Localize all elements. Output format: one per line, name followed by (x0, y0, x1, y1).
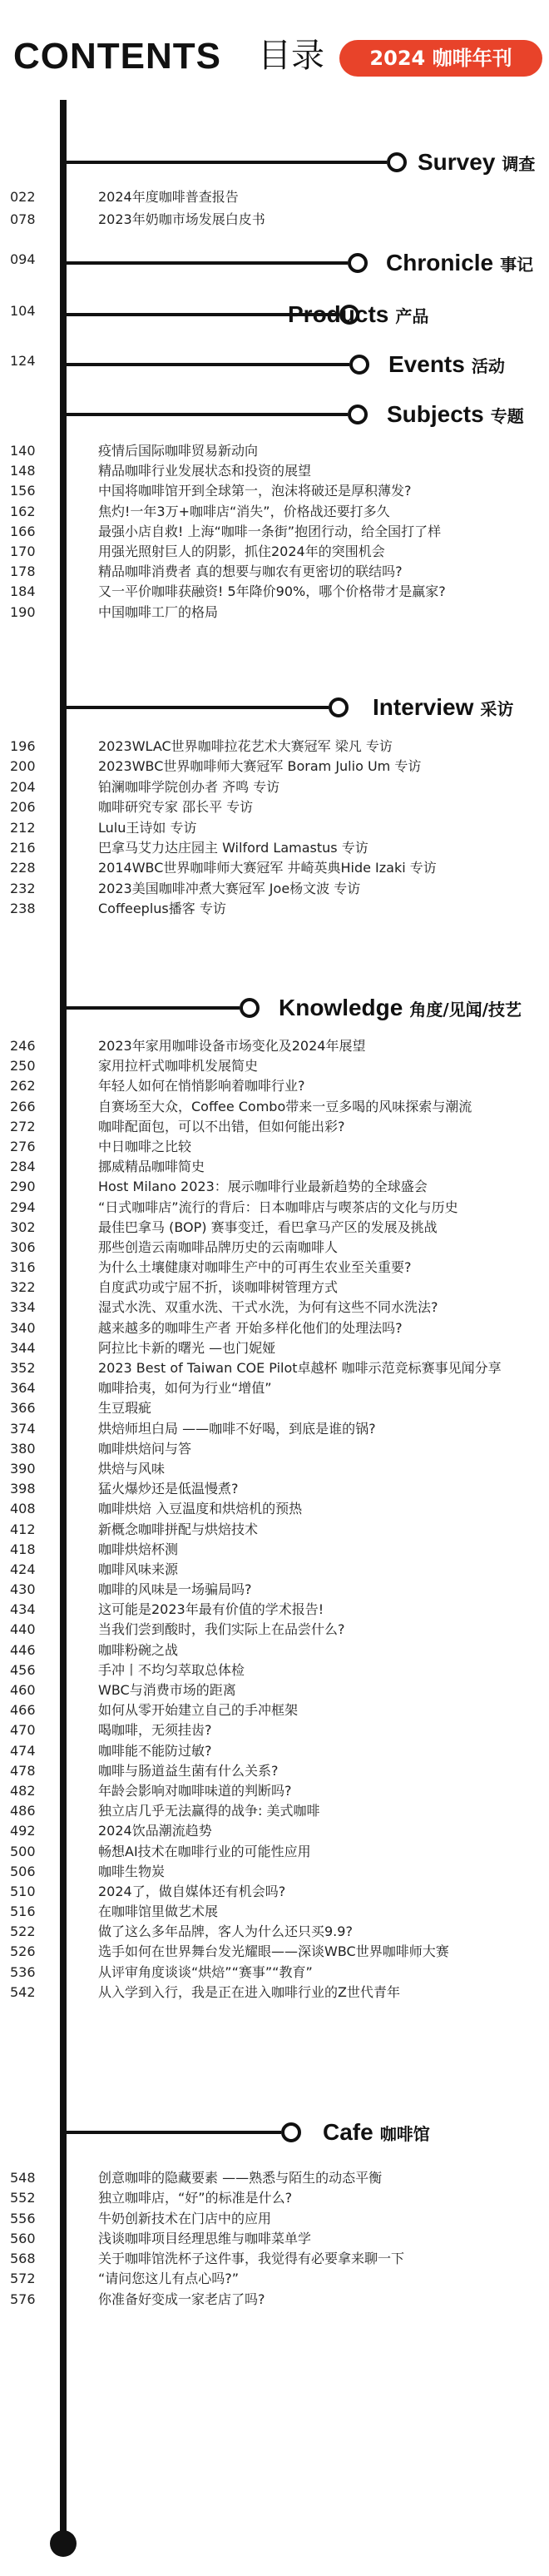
page-number: 374 (10, 1420, 36, 1437)
section-title-en: Events (388, 351, 465, 377)
toc-entry[interactable] (0, 1640, 549, 1660)
entry-title: 2023年家用咖啡设备市场变化及2024年展望 (98, 1038, 366, 1054)
section-header-survey (0, 146, 549, 179)
section-label (387, 400, 524, 433)
toc-entry[interactable] (0, 562, 549, 582)
toc-entry[interactable] (0, 1741, 549, 1761)
page-number: 216 (10, 839, 36, 856)
toc-entry[interactable] (0, 2209, 549, 2229)
page-number: 306 (10, 1238, 36, 1255)
page-number: 262 (10, 1078, 36, 1094)
page-number: 294 (10, 1199, 36, 1215)
entry-title: 烘焙与风味 (98, 1460, 166, 1477)
page-number: 124 (10, 353, 36, 369)
page-number: 200 (10, 758, 36, 775)
entry-title: 如何从零开始建立自己的手冲框架 (98, 1702, 299, 1719)
section-rule (63, 161, 387, 164)
toc-entry[interactable] (0, 1520, 549, 1540)
page-number: 340 (10, 1319, 36, 1336)
toc-entry[interactable] (0, 1439, 549, 1459)
entry-title: 选手如何在世界舞台发光耀眼——深谈WBC世界咖啡师大赛 (98, 1943, 449, 1960)
section-entries-events (0, 351, 549, 371)
page-number: 492 (10, 1823, 36, 1839)
page-number: 276 (10, 1138, 36, 1154)
toc-entry[interactable] (0, 2168, 549, 2188)
toc-entry[interactable] (0, 1419, 549, 1439)
page-number: 316 (10, 1259, 36, 1276)
section-title-cn: 活动 (471, 356, 505, 376)
section-title-cn: 专题 (490, 406, 524, 426)
toc-entry[interactable] (0, 582, 549, 602)
toc-entry[interactable] (0, 481, 549, 501)
page-number: 238 (10, 901, 36, 917)
page-number: 526 (10, 1943, 36, 1960)
entry-title: 2023WLAC世界咖啡拉花艺术大赛冠军 梁凡 专访 (98, 738, 393, 754)
section-title-cn: 角度/见闻/技艺 (409, 1000, 522, 1020)
toc-entry[interactable] (0, 2249, 549, 2269)
entry-title: 从入学到入行，我是正在进入咖啡行业的Z世代青年 (98, 1983, 400, 2000)
section-label (323, 2117, 430, 2151)
toc-entry[interactable] (0, 351, 549, 371)
page-number: 148 (10, 463, 36, 479)
toc-entry[interactable] (0, 1983, 549, 2003)
page-number: 266 (10, 1098, 36, 1114)
section-title-cn: 调查 (502, 154, 536, 174)
toc-entry[interactable] (0, 1177, 549, 1197)
entry-title: 这可能是2023年最有价值的学术报告! (98, 1601, 324, 1618)
entry-title: 2014WBC世界咖啡师大赛冠军 井崎英典Hide Izaki 专访 (98, 860, 437, 876)
page-number: 560 (10, 2230, 36, 2246)
entry-title: 咖啡风味来源 (98, 1561, 179, 1577)
page-number: 440 (10, 1621, 36, 1638)
toc-entry[interactable] (0, 1358, 549, 1378)
toc-entry[interactable] (0, 502, 549, 522)
entry-title: 关于咖啡馆洗杯子这件事，我觉得有必要拿来聊一下 (98, 2251, 405, 2267)
page-number: 418 (10, 1541, 36, 1557)
entry-title: 猛火爆炒还是低温慢煮? (98, 1481, 239, 1497)
page-number: 184 (10, 583, 36, 600)
section-entries-chronicle (0, 250, 549, 270)
entry-title: 阿拉比卡新的曙光 —也门妮娅 (98, 1339, 276, 1356)
toc-entry[interactable] (0, 1218, 549, 1238)
toc-entry[interactable] (0, 737, 549, 757)
toc-entry[interactable] (0, 1882, 549, 1902)
toc-entry[interactable] (0, 1781, 549, 1801)
page-number: 352 (10, 1360, 36, 1376)
page-number: 474 (10, 1742, 36, 1759)
page-number: 170 (10, 543, 36, 559)
toc-entry[interactable] (0, 1862, 549, 1882)
entry-title: 喝咖啡，无须挂齿? (98, 1722, 212, 1739)
section-entries-subjects (0, 441, 549, 623)
page-number: 290 (10, 1179, 36, 1195)
section-label (418, 147, 535, 181)
page-number: 366 (10, 1400, 36, 1417)
section-label (279, 993, 522, 1026)
toc-entry[interactable] (0, 603, 549, 623)
page-number: 190 (10, 603, 36, 620)
toc-entry[interactable] (0, 1540, 549, 1560)
toc-entry[interactable] (0, 1700, 549, 1720)
page-number: 156 (10, 483, 36, 499)
entry-title: 烘焙师坦白局 ——咖啡不好喝，到底是谁的锅? (98, 1420, 376, 1437)
page-number: 334 (10, 1299, 36, 1316)
timeline-end-dot (50, 2530, 77, 2557)
page-number: 510 (10, 1883, 36, 1899)
section-marker-icon (387, 152, 407, 172)
section-rule (63, 2131, 281, 2134)
toc-entry[interactable] (0, 441, 549, 461)
entry-title: 巴拿马艾力达庄园主 Wilford Lamastus 专访 (98, 839, 368, 856)
entry-title: Lulu王诗如 专访 (98, 819, 197, 836)
page-number: 552 (10, 2190, 36, 2206)
toc-entry[interactable] (0, 797, 549, 817)
page-number: 478 (10, 1762, 36, 1779)
page-number: 430 (10, 1581, 36, 1598)
toc-entry[interactable] (0, 1560, 549, 1580)
toc-entry[interactable] (0, 1620, 549, 1640)
toc-entry[interactable] (0, 1821, 549, 1841)
page-number: 284 (10, 1159, 36, 1175)
entry-title: 咖啡的风味是一场骗局吗? (98, 1581, 252, 1598)
entry-title: 咖啡烘焙 入豆温度和烘焙机的预热 (98, 1501, 303, 1517)
toc-entry[interactable] (0, 210, 549, 232)
page-number: 522 (10, 1923, 36, 1940)
toc-entry[interactable] (0, 1459, 549, 1479)
toc-entry[interactable] (0, 2269, 549, 2289)
toc-entry[interactable] (0, 1338, 549, 1358)
entry-title: 挪威精品咖啡简史 (98, 1159, 205, 1175)
page-number: 556 (10, 2210, 36, 2226)
section-title-en: Interview (373, 694, 474, 720)
page-number: 162 (10, 503, 36, 519)
toc-entry[interactable] (0, 1680, 549, 1700)
toc-entry[interactable] (0, 461, 549, 481)
entry-title: 咖啡研究专家 邵长平 专访 (98, 799, 254, 816)
page-number: 250 (10, 1058, 36, 1075)
page-number: 572 (10, 2271, 36, 2287)
entry-title: 做了这么多年品牌，客人为什么还只买9.9? (98, 1923, 353, 1940)
entry-title: Host Milano 2023：展示咖啡行业最新趋势的全球盛会 (98, 1179, 428, 1195)
toc-entry[interactable] (0, 1238, 549, 1258)
page-number: 196 (10, 738, 36, 754)
section-header-subjects (0, 398, 549, 431)
toc-entry[interactable] (0, 1761, 549, 1781)
toc-entry[interactable] (0, 838, 549, 858)
toc-entry[interactable] (0, 1963, 549, 1983)
page-number: 390 (10, 1460, 36, 1477)
entry-title: 2023WBC世界咖啡师大赛冠军 Boram Julio Um 专访 (98, 758, 422, 775)
entry-title: 独立咖啡店，“好”的标准是什么? (98, 2190, 293, 2206)
toc-entry[interactable] (0, 1056, 549, 1076)
section-label (373, 692, 513, 726)
page-number: 470 (10, 1722, 36, 1739)
entry-title: 独立店几乎无法赢得的战争: 美式咖啡 (98, 1803, 320, 1819)
entry-title: 手冲丨不均匀萃取总体检 (98, 1661, 245, 1678)
entry-title: 中国咖啡工厂的格局 (98, 603, 219, 620)
page-number: 408 (10, 1501, 36, 1517)
page-number: 536 (10, 1963, 36, 1980)
toc-entry[interactable] (0, 301, 549, 321)
section-header-knowledge (0, 991, 549, 1025)
entry-title: 2024饮品潮流趋势 (98, 1823, 212, 1839)
entry-title: 2023年奶咖市场发展白皮书 (98, 211, 265, 227)
toc-entry[interactable] (0, 1580, 549, 1600)
page-number: 446 (10, 1641, 36, 1658)
entry-title: 中国将咖啡馆开到全球第一，泡沫将破还是厚积薄发? (98, 483, 412, 499)
entry-title: 咖啡配面包，可以不出错，但如何能出彩? (98, 1118, 345, 1134)
entry-title: 咖啡与肠道益生菌有什么关系? (98, 1762, 279, 1779)
section-title-cn: 咖啡馆 (379, 2124, 430, 2144)
section-marker-icon (281, 2122, 301, 2142)
entry-title: 疫情后国际咖啡贸易新动向 (98, 443, 259, 459)
toc-entry[interactable] (0, 1157, 549, 1177)
section-title-en: Chronicle (386, 250, 494, 275)
page-number: 424 (10, 1561, 36, 1577)
page-number: 166 (10, 523, 36, 539)
page-number: 246 (10, 1038, 36, 1054)
page-number: 364 (10, 1380, 36, 1397)
entry-title: 咖啡生物炭 (98, 1863, 166, 1879)
header (0, 0, 549, 100)
entry-title: Coffeeplus播客 专访 (98, 901, 226, 917)
contents-title-cn: 目录 (258, 37, 324, 75)
entry-title: 自度武功或宁屈不折，谈咖啡树管理方式 (98, 1279, 339, 1296)
section-rule (63, 706, 329, 709)
toc-entry[interactable] (0, 777, 549, 797)
page-number: 500 (10, 1843, 36, 1859)
entry-title: 年龄会影响对咖啡味道的判断吗? (98, 1782, 292, 1799)
page-number: 078 (10, 211, 36, 227)
section-marker-icon (240, 998, 260, 1018)
entry-title: 最强小店自救! 上海“咖啡一条街”抱团行动，给全国打了样 (98, 523, 442, 539)
page-number: 486 (10, 1803, 36, 1819)
entry-title: 牛奶创新技术在门店中的应用 (98, 2210, 272, 2226)
entry-title: 在咖啡馆里做艺术展 (98, 1903, 219, 1920)
toc-entry[interactable] (0, 1479, 549, 1499)
entry-title: 2024了，做自媒体还有机会吗? (98, 1883, 286, 1899)
page-number: 302 (10, 1219, 36, 1235)
toc-entry[interactable] (0, 757, 549, 777)
page-number: 104 (10, 303, 36, 319)
section-entries-cafe (0, 2168, 549, 2310)
page-number: 576 (10, 2291, 36, 2307)
toc-entry[interactable] (0, 2188, 549, 2208)
page-number: 482 (10, 1782, 36, 1799)
section-title-cn: 产品 (395, 306, 429, 326)
issue-badge: 2024 咖啡年刊 (339, 40, 542, 77)
page-number: 228 (10, 860, 36, 876)
toc-entry[interactable] (0, 1902, 549, 1922)
toc-entry[interactable] (0, 522, 549, 542)
entry-title: 最佳巴拿马 (BOP) 赛事变迁，看巴拿马产区的发展及挑战 (98, 1219, 438, 1235)
toc-entry[interactable] (0, 250, 549, 270)
page-number: 380 (10, 1440, 36, 1457)
toc-entry[interactable] (0, 1801, 549, 1821)
toc-entry[interactable] (0, 1842, 549, 1862)
entry-title: 咖啡拾夷，如何为行业“增值” (98, 1380, 272, 1397)
section-header-interview (0, 691, 549, 724)
toc-entry[interactable] (0, 1137, 549, 1157)
toc-entry[interactable] (0, 1398, 549, 1418)
toc-entry[interactable] (0, 1318, 549, 1338)
page-number: 140 (10, 443, 36, 459)
page-number: 206 (10, 799, 36, 816)
entry-title: 畅想AI技术在咖啡行业的可能性应用 (98, 1843, 311, 1859)
section-marker-icon (348, 405, 368, 424)
entry-title: 生豆瑕疵 (98, 1400, 152, 1417)
page-number: 398 (10, 1481, 36, 1497)
contents-title: CONTENTS (13, 36, 221, 77)
section-title-en: Subjects (387, 401, 484, 427)
entry-title: 从评审角度谈谈“烘焙”“赛事”“教育” (98, 1963, 313, 1980)
entry-title: “日式咖啡店”流行的背后：日本咖啡店与喫茶店的文化与历史 (98, 1199, 458, 1215)
entry-title: 中日咖啡之比较 (98, 1138, 192, 1154)
section-rule (63, 413, 348, 416)
entry-title: 2023美国咖啡冲煮大赛冠军 Joe杨文波 专访 (98, 880, 361, 896)
page-number: 548 (10, 2170, 36, 2186)
entry-title: 2024年度咖啡普查报告 (98, 189, 239, 205)
section-title-en: Products (288, 301, 389, 327)
toc-entry[interactable] (0, 1278, 549, 1298)
page-number: 466 (10, 1702, 36, 1719)
entry-title: 浅谈咖啡项目经理思维与咖啡菜单学 (98, 2230, 312, 2246)
section-title-cn: 采访 (480, 699, 514, 719)
entry-title: 2023 Best of Taiwan COE Pilot卓越杯 咖啡示范竞标赛事见闻分享 (98, 1360, 502, 1376)
toc-entry[interactable] (0, 2290, 549, 2310)
toc-entry[interactable] (0, 1600, 549, 1620)
page-number: 232 (10, 880, 36, 896)
page-number: 212 (10, 819, 36, 836)
section-title-en: Survey (418, 149, 496, 175)
page-number: 506 (10, 1863, 36, 1879)
section-entries-survey (0, 187, 549, 232)
toc-entry[interactable] (0, 1660, 549, 1680)
page-number: 022 (10, 189, 36, 205)
toc-entry[interactable] (0, 818, 549, 838)
toc-entry[interactable] (0, 1258, 549, 1278)
section-rule (63, 1006, 240, 1010)
page-number: 344 (10, 1339, 36, 1356)
page-number: 178 (10, 563, 36, 580)
section-marker-icon (329, 697, 349, 717)
entry-title: 咖啡能不能防过敏? (98, 1742, 212, 1759)
toc-entry[interactable] (0, 1922, 549, 1942)
page-number: 204 (10, 778, 36, 795)
page-number: 542 (10, 1983, 36, 2000)
page-number: 460 (10, 1682, 36, 1698)
toc-entry[interactable] (0, 1378, 549, 1398)
entry-title: 湿式水洗、双重水洗、干式水洗，为何有这些不同水洗法? (98, 1299, 438, 1316)
entry-title: 焦灼!一年3万+咖啡店“消失”，价格战还要打多久 (98, 503, 390, 519)
page-number: 456 (10, 1661, 36, 1678)
page-number: 272 (10, 1118, 36, 1134)
toc-entry[interactable] (0, 1499, 549, 1519)
entry-title: 年轻人如何在悄悄影响着咖啡行业? (98, 1078, 305, 1094)
entry-title: 咖啡烘焙问与答 (98, 1440, 192, 1457)
toc-entry[interactable] (0, 1198, 549, 1218)
page-number: 516 (10, 1903, 36, 1920)
section-entries-products (0, 301, 549, 321)
entry-title: 精品咖啡消费者 真的想要与咖农有更密切的联结吗? (98, 563, 403, 580)
toc-entry[interactable] (0, 1298, 549, 1318)
page-number: 094 (10, 251, 36, 267)
page-number: 568 (10, 2251, 36, 2267)
entry-title: 咖啡粉碗之战 (98, 1641, 179, 1658)
toc-entry[interactable] (0, 1097, 549, 1117)
toc-entry[interactable] (0, 858, 549, 878)
entry-title: WBC与消费市场的距离 (98, 1682, 236, 1698)
toc-entry[interactable] (0, 187, 549, 210)
entry-title: 创意咖啡的隐藏要素 ——熟悉与陌生的动态平衡 (98, 2170, 383, 2186)
page-number: 434 (10, 1601, 36, 1618)
section-title-en: Knowledge (279, 995, 403, 1020)
entry-title: 你准备好变成一家老店了吗? (98, 2291, 265, 2307)
section-header-cafe (0, 2116, 549, 2149)
entry-title: 用强光照射巨人的阴影，抓住2024年的突围机会 (98, 543, 385, 559)
entry-title: “请问您这儿有点心吗?” (98, 2271, 240, 2287)
toc-entry[interactable] (0, 542, 549, 562)
toc-entry[interactable] (0, 879, 549, 899)
section-title-cn: 事记 (500, 255, 534, 275)
toc-entry[interactable] (0, 1076, 549, 1096)
entry-title: 精品咖啡行业发展状态和投资的展望 (98, 463, 312, 479)
page-number: 412 (10, 1521, 36, 1537)
entry-title: 那些创造云南咖啡品牌历史的云南咖啡人 (98, 1238, 339, 1255)
entry-title: 又一平价咖啡获融资! 5年降价90%，哪个价格带才是赢家? (98, 583, 446, 600)
section-title-en: Cafe (323, 2119, 373, 2145)
toc-entry[interactable] (0, 1036, 549, 1056)
toc-entry[interactable] (0, 2229, 549, 2249)
toc-entry[interactable] (0, 1720, 549, 1740)
section-entries-interview (0, 737, 549, 920)
entry-title: 新概念咖啡拼配与烘焙技术 (98, 1521, 259, 1537)
entry-title: 咖啡烘焙杯测 (98, 1541, 179, 1557)
toc-entry[interactable] (0, 899, 549, 919)
section-entries-knowledge (0, 1036, 549, 2003)
entry-title: 家用拉杆式咖啡机发展简史 (98, 1058, 259, 1075)
entry-title: 铂澜咖啡学院创办者 齐鸣 专访 (98, 778, 280, 795)
entry-title: 越来越多的咖啡生产者 开始多样化他们的处理法吗? (98, 1319, 403, 1336)
toc-entry[interactable] (0, 1942, 549, 1962)
page-number: 322 (10, 1279, 36, 1296)
entry-title: 为什么土壤健康对咖啡生产中的可再生农业至关重要? (98, 1259, 412, 1276)
toc-entry[interactable] (0, 1117, 549, 1137)
entry-title: 自赛场至大众，Coffee Combo带来一豆多喝的风味探索与潮流 (98, 1098, 472, 1114)
entry-title: 当我们尝到酸时，我们实际上在品尝什么? (98, 1621, 345, 1638)
